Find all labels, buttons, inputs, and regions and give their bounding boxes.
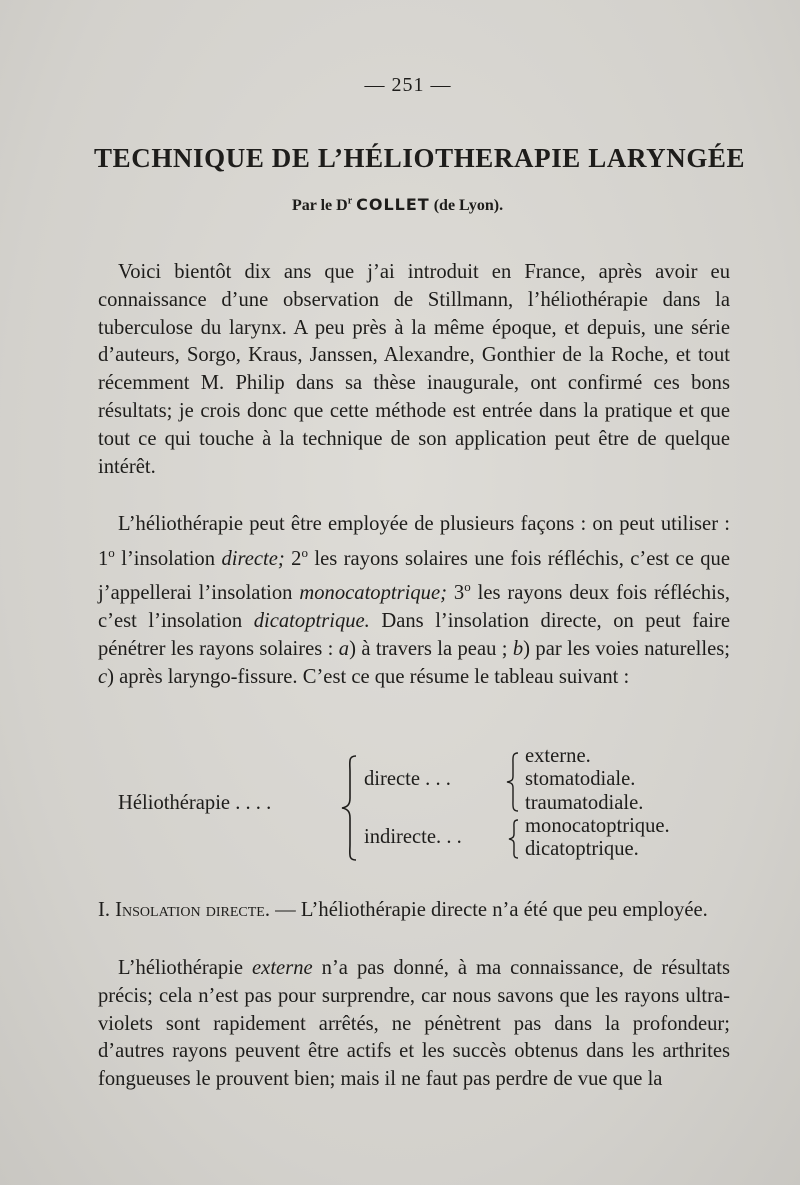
p2-sup2: o xyxy=(301,544,308,560)
table-dicatoptrique: dicatoptrique. xyxy=(525,838,639,860)
p2-sup1: o xyxy=(108,544,115,560)
right-brace-indirecte-icon xyxy=(504,817,522,861)
p2-text-a: L’héliothérapie peut être employée de plusieurs façons : on peut utiliser : 1 xyxy=(98,513,730,570)
left-brace-icon xyxy=(338,752,362,864)
byline-sup: r xyxy=(347,195,353,207)
p4-italic-externe: externe xyxy=(252,957,313,979)
paragraph-externe xyxy=(98,955,730,1094)
p2-text-c: 2 xyxy=(284,547,302,570)
table-monocatoptrique: monocatoptrique. xyxy=(525,815,670,837)
section-heading-paragraph xyxy=(98,897,730,925)
article-title: TECHNIQUE DE L’HÉLIOTHERAPIE LARYNGÉE xyxy=(94,143,746,173)
p4-text-a: L’héliothérapie xyxy=(118,957,253,979)
section-heading-text: — L’héliothérapie directe n’a été que peu employée. xyxy=(269,899,708,921)
p2-text-d: les rayons solaires une fois réfléchis, c’est ce que j’appellerai l’insolation xyxy=(98,547,730,605)
p2-italic-b: b xyxy=(512,637,524,660)
p2-italic-monocatoptrique: monocatoptrique; xyxy=(299,582,447,605)
table-traumatodiale: traumatodiale. xyxy=(525,792,644,814)
p2-text-b: l’insolation xyxy=(114,547,222,570)
p2-italic-dicatoptrique: dicatoptrique. xyxy=(253,610,370,633)
table-directe-label: directe . . . xyxy=(364,768,451,790)
byline-suffix: (de Lyon). xyxy=(433,197,504,214)
section-heading: I. Insolation directe. xyxy=(98,899,270,921)
p2-text-g: Dans l’insolation directe, on peut faire pénétrer les rayons solaires : xyxy=(98,610,730,660)
right-brace-directe-icon xyxy=(504,750,522,814)
p2-italic-directe: directe; xyxy=(221,547,285,570)
table-indirecte-label: indirecte. . . xyxy=(364,826,462,848)
table-stomatodiale: stomatodiale. xyxy=(525,768,636,790)
p2-text-f: les rayons deux fois réfléchis, c’est l’insolation xyxy=(98,582,730,633)
p2-text-h: ) à travers la peau ; xyxy=(349,637,513,660)
p2-text-j: ) après laryngo-fissure. C’est ce que résume le tableau suivant : xyxy=(107,665,630,688)
p2-text-i: ) par les voies naturelles; xyxy=(523,637,730,660)
table-externe: externe. xyxy=(525,745,591,767)
paragraph-intro-text: Voici bientôt dix ans que j’ai introduit en France, après avoir eu connaissance d’une observation de Stillmann, l’héliothérapie dans la tuberculose du larynx. A peu près à la même époque, et depuis, une série d’auteurs, Sorgo, Kraus, Janssen, Alexandre, Gonthier de la Roche, et tout récemment M. Philip dans sa thèse inaugurale, ont confirmé ces bons résultats; je crois donc que cette méthode est entrée dans la pratique et que tout ce qui touche à la technique de son application peut être de quelque intérêt. xyxy=(98,261,730,478)
p2-italic-a: a xyxy=(338,637,350,660)
p2-sup3: o xyxy=(464,579,471,595)
p4-text-b: n’a pas donné, à ma connaissance, de résultats précis; cela n’est pas pour surprendre, car nous savons que les rayons ultra-violets sont rapidement arrêtés, ne pénètrent pas dans la profondeur; d’autres rayons peuvent être actifs et les succès obtenus dans les arthrites fongueuses le prouvent bien; mais il ne faut pas perdre de vue que la xyxy=(98,957,730,1091)
p2-italic-c: c xyxy=(98,665,108,688)
page-number: — 251 — xyxy=(364,74,452,96)
author-name: COLLET xyxy=(356,195,430,214)
p2-text-e: 3 xyxy=(446,582,465,605)
table-root-label: Héliothérapie . . . . xyxy=(118,792,272,814)
byline-prefix: Par le D xyxy=(292,197,348,214)
